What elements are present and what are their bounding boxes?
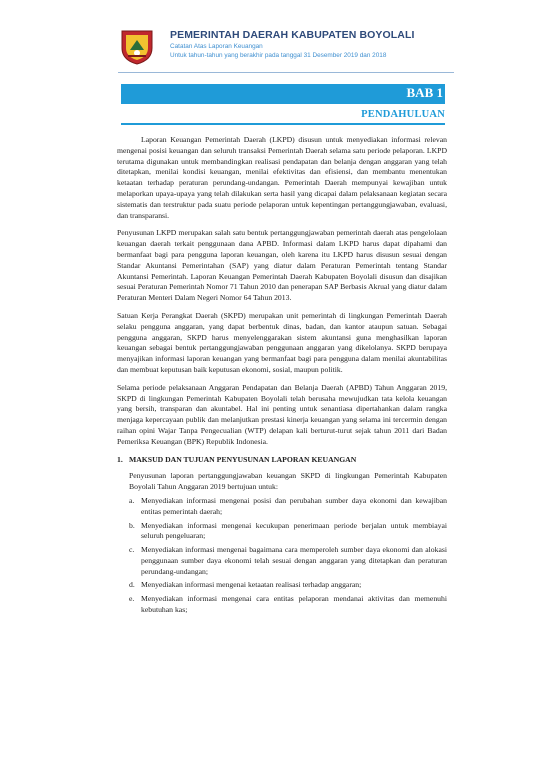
list-marker: b.	[129, 520, 135, 530]
list-item-text: Menyediakan informasi mengenai posisi dan perubahan sumber daya ekonomi dan kewajiban entitas pemerintah daerah;	[141, 495, 447, 516]
header-period: Untuk tahun-tahun yang berakhir pada tanggal 31 Desember 2019 dan 2018	[170, 52, 387, 59]
chapter-number: BAB 1	[406, 85, 443, 100]
list-item-text: Menyediakan informasi mengenai kecukupan penerimaan periode berjalan untuk membiayai seluruh pengeluaran;	[141, 520, 447, 541]
list-marker: c.	[129, 545, 135, 555]
list-item	[129, 594, 447, 616]
boyolali-crest-icon	[118, 28, 156, 66]
document-body	[117, 135, 447, 619]
header-title: PEMERINTAH DAERAH KABUPATEN BOYOLALI	[170, 29, 415, 41]
paragraph: Satuan Kerja Perangkat Daerah (SKPD) merupakan unit pemerintah di lingkungan Pemerintah Daerah selaku pengguna anggaran, yang dapat berbentuk dinas, badan, dan kantor ataupun satuan. Sebagai pengguna anggaran, SKPD harus menyelenggarakan sistem akuntansi guna menghasilkan laporan keuangan sebagai bentuk pertanggungjawaban penggunaan anggaran yang dikelolanya. SKPD berupaya menyajikan informasi laporan keuangan yang bermanfaat bagi para pengguna dalam menilai akuntabilitas dan membuat keputusan baik keputusan ekonomi, sosial, maupun politik.	[117, 310, 447, 374]
list-marker: e.	[129, 594, 135, 604]
list-item	[129, 545, 447, 577]
chapter-title: PENDAHULUAN	[361, 109, 445, 120]
paragraph: Laporan Keuangan Pemerintah Daerah (LKPD) disusun untuk menyediakan informasi relevan mengenai posisi keuangan dan seluruh transaksi Pemerintah Daerah selama satu periode pelaporan. LKPD terutama digunakan untuk membandingkan realisasi pendapatan dan belanja dengan anggaran yang telah ditetapkan, menilai kondisi keuangan, menilai efektivitas dan efisiensi, dan membantu menentukan ketaatan terhadap peraturan perundang-undangan. Pemerintah Daerah mempunyai kewajiban untuk melaporkan upaya-upaya yang telah dilakukan serta hasil yang dicapai dalam pelaksanaan kegiatan secara sistematis dan terstruktur pada suatu periode pelaporan untuk kepentingan pertanggungjawaban, evaluasi, dan transparansi.	[117, 135, 447, 220]
section-body	[129, 471, 447, 616]
section-heading	[117, 455, 447, 466]
list-item-text: Menyediakan informasi mengenai bagaimana cara memperoleh sumber daya ekonomi dan alokasi penggunaan sumber daya ekonomi telah sesuai dengan anggaran yang ditetapkan dan peraturan perundang-undangan;	[141, 545, 447, 576]
list-item	[129, 580, 447, 591]
chapter-banner	[121, 84, 445, 104]
paragraph: Selama periode pelaksanaan Anggaran Pendapatan dan Belanja Daerah (APBD) Tahun Anggaran 2019, SKPD di lingkungan Pemerintah Kabupaten Boyolali telah berusaha mewujudkan tata kelola keuangan yang bersih, transparan dan akuntabel. Hal ini penting untuk senantiasa dipertahankan dalam rangka menjaga kepercayaan publik dan melanjutkan prestasi kinerja keuangan yang selama ini tercermin dengan raihan opini Wajar Tanpa Pengecualian (WTP) delapan kali berturut-turut sejak tahun 2011 dari Badan Pemeriksa Keuangan (BPK) Republik Indonesia.	[117, 382, 447, 446]
list-item-text: Menyediakan informasi mengenai cara entitas pelaporan mendanai aktivitas dan memenuhi kebutuhan kas;	[141, 594, 447, 615]
section-title: MAKSUD DAN TUJUAN PENYUSUNAN LAPORAN KEUANGAN	[129, 454, 357, 464]
header-subtitle: Catatan Atas Laporan Keuangan	[170, 43, 263, 50]
list-marker: a.	[129, 495, 135, 505]
list-item-text: Menyediakan informasi mengenai ketaatan realisasi terhadap anggaran;	[141, 580, 362, 590]
paragraph: Penyusunan LKPD merupakan salah satu bentuk pertanggungjawaban pemerintah daerah atas pengelolaan keuangan daerah terkait penggunaan dana APBD. Informasi dalam LKPD harus dapat dipahami dan bermanfaat bagi para pengguna laporan keuangan, oleh karena itu LKPD harus disusun sesuai dengan Standar Akuntansi Pemerintahan (SAP) yang diatur dalam Peraturan Pemerintah tentang Standar Akuntansi Pemerintah. Laporan Keuangan Pemerintah Daerah Kabupaten Boyolali disusun dan disajikan sesuai Peraturan Pemerintah Nomor 71 Tahun 2010 dan penerapan SAP Berbasis Akrual yang diatur dalam Peraturan Menteri Dalam Negeri Nomor 64 Tahun 2013.	[117, 228, 447, 303]
section-number: 1.	[117, 454, 123, 464]
objectives-list	[129, 496, 447, 616]
list-marker: d.	[129, 580, 135, 590]
chapter-divider	[121, 123, 445, 125]
section-intro: Penyusunan laporan pertanggungjawaban keuangan SKPD di lingkungan Pemerintah Kabupaten Boyolali Tahun Anggaran 2019 bertujuan untuk:	[129, 471, 447, 492]
list-item	[129, 521, 447, 543]
list-item	[129, 496, 447, 518]
header-divider	[118, 72, 454, 73]
